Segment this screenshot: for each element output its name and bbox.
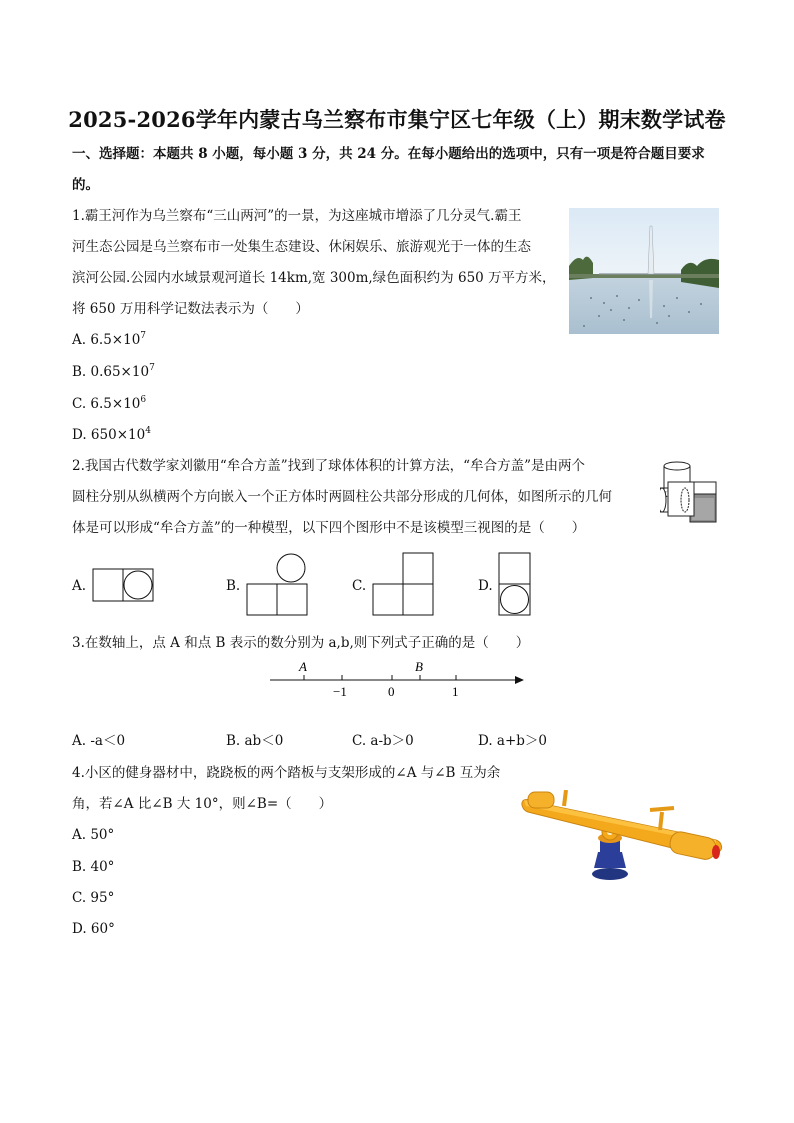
q3-option-b[interactable]: B. ab＜0 xyxy=(226,733,284,749)
q1-option-c[interactable]: C. $6.5\times 10^6$ xyxy=(72,394,147,412)
q4-option-c[interactable]: C. 95° xyxy=(72,890,115,906)
q1-option-a[interactable]: A. $6.5\times 10^7$ xyxy=(72,330,147,348)
tick-label-1: 1 xyxy=(452,684,459,699)
q1-option-d[interactable]: D. $650\times 10^4$ xyxy=(72,425,151,443)
q2-option-d-label[interactable]: D. xyxy=(478,578,493,594)
q4-option-a[interactable]: A. 50° xyxy=(72,827,115,843)
q4-text-line: 角，若∠A 比∠B 大 10°，则∠B=（ ） xyxy=(72,796,333,812)
point-a-label: A xyxy=(299,659,307,674)
q1-text-line: 将 650 万用科学记数法表示为（ ） xyxy=(72,301,309,317)
q3-option-d[interactable]: D. a+b＞0 xyxy=(478,733,548,749)
number-line xyxy=(266,656,530,706)
q3-option-a[interactable]: A. -a＜0 xyxy=(72,733,126,749)
cube-cylinder-model xyxy=(660,460,720,530)
q4-option-d[interactable]: D. 60° xyxy=(72,921,115,937)
q4-text-line: 4.小区的健身器材中，跷跷板的两个踏板与支架形成的∠A 与∠B 互为余 xyxy=(72,765,501,781)
river-park-photo xyxy=(569,208,719,334)
q2-text-line: 2.我国古代数学家刘徽用“牟合方盖”找到了球体体积的计算方法，“牟合方盖”是由两个 xyxy=(72,458,585,474)
section-heading-cont: 的。 xyxy=(72,177,99,193)
q2-option-a-label[interactable]: A. xyxy=(72,578,87,594)
q2-text-line: 体是可以形成“牟合方盖”的一种模型，以下四个图形中不是该模型三视图的是（ ） xyxy=(72,520,586,536)
q2-option-d-figure xyxy=(497,551,533,621)
q3-text-line: 3.在数轴上，点 A 和点 B 表示的数分别为 a,b,则下列式子正确的是（ ） xyxy=(72,635,530,651)
q2-option-b-figure xyxy=(245,551,309,621)
q4-option-b[interactable]: B. 40° xyxy=(72,859,115,875)
q2-option-c-figure xyxy=(371,551,435,621)
q3-option-c[interactable]: C. a-b＞0 xyxy=(352,733,414,749)
q1-text-line: 滨河公园.公园内水域景观河道长 14km,宽 300m,绿色面积约为 650 万平方米， xyxy=(72,270,556,286)
q1-option-b[interactable]: B. $0.65\times 10^7$ xyxy=(72,362,155,380)
q2-option-a-figure xyxy=(92,567,154,607)
q1-text-line: 1.霸王河作为乌兰察布“三山两河”的一景，为这座城市增添了几分灵气.霸王 xyxy=(72,208,522,224)
section-heading: 一、选择题：本题共 8 小题，每小题 3 分，共 24 分。在每小题给出的选项中，只有一项是符合题目要求 xyxy=(72,146,705,162)
q2-option-b-label[interactable]: B. xyxy=(226,578,241,594)
q1-text-line: 河生态公园是乌兰察布市一处集生态建设、休闲娱乐、旅游观光于一体的生态 xyxy=(72,239,531,255)
point-b-label: B xyxy=(415,659,423,674)
q2-option-c-label[interactable]: C. xyxy=(352,578,367,594)
seesaw-picture xyxy=(520,790,725,894)
tick-label-minus1: −1 xyxy=(333,684,347,699)
q2-text-line: 圆柱分别从纵横两个方向嵌入一个正方体时两圆柱公共部分形成的几何体，如图所示的几何 xyxy=(72,489,612,505)
tick-label-0: 0 xyxy=(388,684,395,699)
page-title: 2025-2026学年内蒙古乌兰察布市集宁区七年级（上）期末数学试卷 xyxy=(68,107,726,132)
